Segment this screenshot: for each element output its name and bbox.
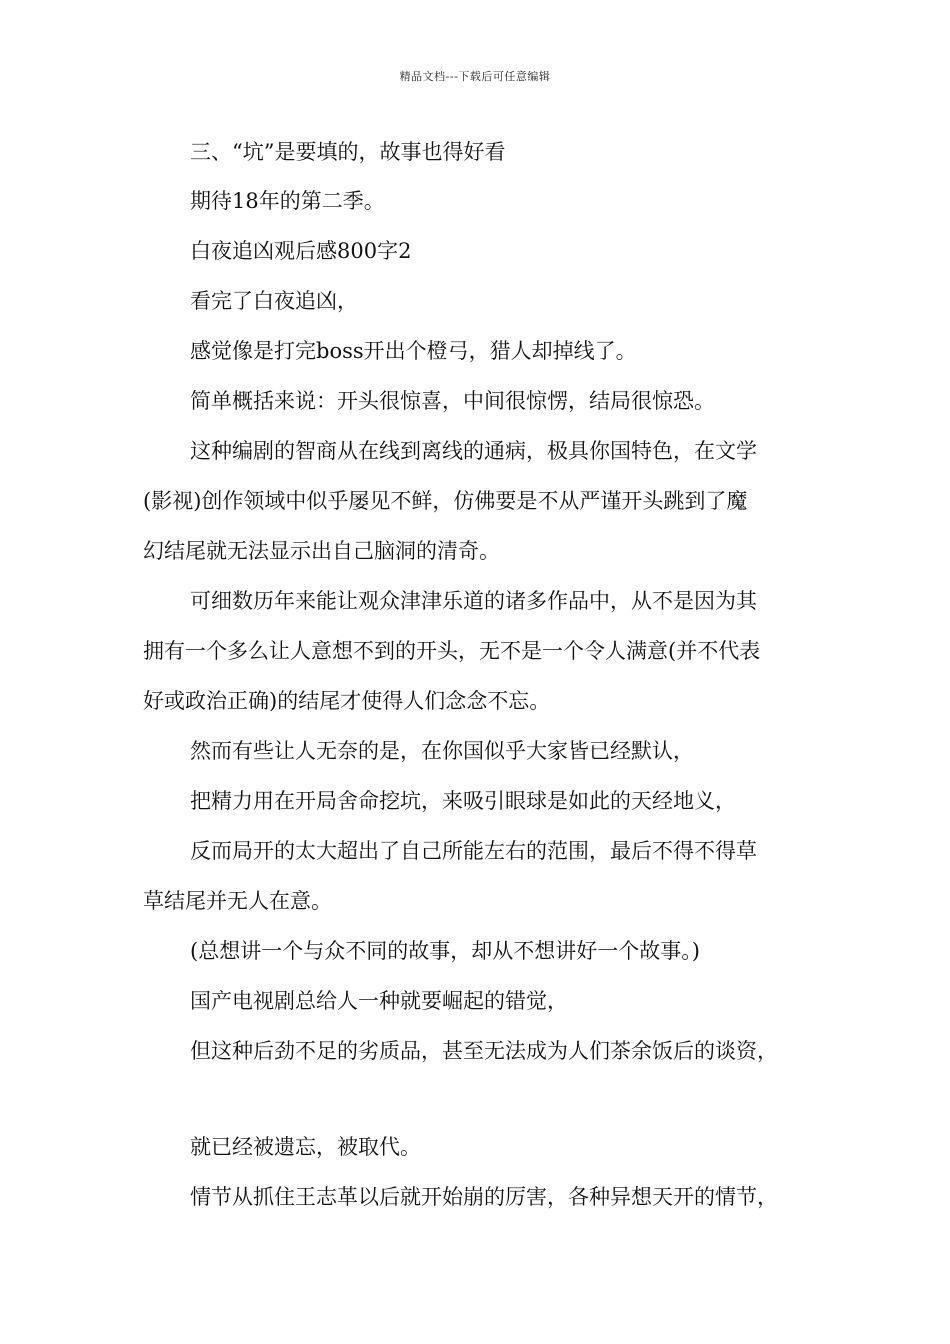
page-header: 精品文档---下载后可任意编辑: [399, 70, 551, 83]
text-line-9: 幻结尾就无法显示出自己脑洞的清奇。: [143, 539, 500, 563]
text-line-4: 看完了白夜追凶，: [190, 289, 358, 313]
text-line-1: 三、“坑”是要填的，故事也得好看: [190, 140, 506, 164]
text-line-12: 好或政治正确)的结尾才使得人们念念不忘。: [143, 689, 551, 713]
text-line-14: 把精力用在开局舍命挖坑，来吸引眼球是如此的天经地义，: [190, 789, 736, 813]
text-line-3: 白夜追凶观后感800字2: [190, 239, 412, 263]
text-line-5: 感觉像是打完boss开出个橙弓，猎人却掉线了。: [190, 339, 637, 363]
text-line-15: 反而局开的太大超出了自己所能左右的范围，最后不得不得草: [190, 839, 757, 863]
text-line-10: 可细数历年来能让观众津津乐道的诸多作品中，从不是因为其: [190, 589, 757, 613]
text-line-20: 就已经被遗忘，被取代。: [190, 1135, 421, 1159]
text-line-11: 拥有一个多么让人意想不到的开头，无不是一个令人满意(并不代表: [143, 639, 761, 663]
text-line-16: 草结尾并无人在意。: [143, 889, 332, 913]
text-line-6: 简单概括来说：开头很惊喜，中间很惊愣，结局很惊恐。: [190, 389, 715, 413]
text-line-19: 但这种后劲不足的劣质品，甚至无法成为人们茶余饭后的谈资，: [190, 1039, 778, 1063]
text-line-17: (总想讲一个与众不同的故事，却从不想讲好一个故事。): [190, 939, 700, 963]
text-line-2: 期待18年的第二季。: [190, 189, 385, 213]
text-line-8: (影视)创作领域中似乎屡见不鲜，仿佛要是不从严谨开头跳到了魔: [143, 489, 748, 513]
text-line-13: 然而有些让人无奈的是，在你国似乎大家皆已经默认，: [190, 739, 694, 763]
text-line-18: 国产电视剧总给人一种就要崛起的错觉，: [190, 989, 568, 1013]
text-line-7: 这种编剧的智商从在线到离线的通病，极具你国特色，在文学: [190, 439, 757, 463]
text-line-21: 情节从抓住王志革以后就开始崩的厉害，各种异想天开的情节，: [190, 1185, 778, 1209]
